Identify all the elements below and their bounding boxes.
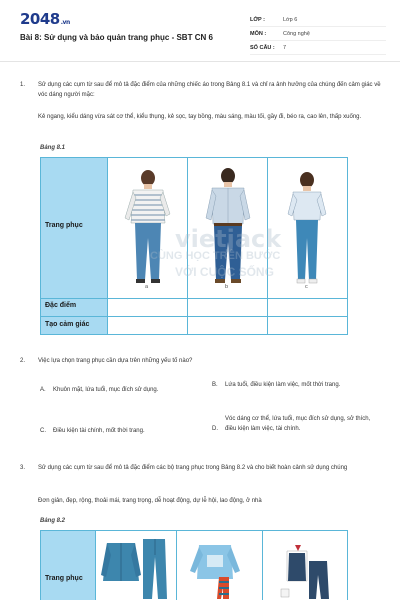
- meta-info: [250, 13, 386, 55]
- option-a[interactable]: A. Khuôn mặt, lứa tuổi, mục đích sử dụng.: [40, 387, 159, 393]
- question-number: 3.: [20, 465, 26, 471]
- option-c[interactable]: C. Điều kiện tài chính, mốt thời trang.: [40, 428, 145, 434]
- question-terms: Kẻ ngang, kiểu dáng vừa sát cơ thể, kiểu thụng, kẻ sọc, tay bồng, màu sáng, màu tối, gầy đi, béo ra, cao lên, thấp xuống.: [38, 114, 362, 120]
- question-number: 1.: [20, 82, 26, 88]
- meta-row-count: SỐ CÂU : 7: [250, 41, 386, 55]
- table-caption: Bảng 8.2: [40, 518, 66, 524]
- table-8-1: [40, 157, 348, 335]
- row-label-clothing: Trang phục: [45, 222, 83, 229]
- table-divider: [95, 531, 96, 600]
- caption-a: a: [145, 284, 149, 290]
- page-title: Bài 8: Sử dụng và bảo quản trang phục - SBT CN 6: [20, 33, 213, 42]
- outfit-c-image: [283, 170, 331, 286]
- table-divider: [176, 531, 177, 600]
- table-8-2: [40, 530, 348, 600]
- question-number: 2.: [20, 358, 26, 364]
- question-1: [20, 80, 384, 140]
- question-3: [20, 463, 384, 513]
- row-label-clothing: Trang phục: [45, 575, 83, 582]
- question-stem: Sử dụng các cụm từ sau để mô tả đặc điểm các bộ trang phục trong Bảng 8.2 và cho biết hoàn cảnh sử dụng chúng: [38, 465, 348, 471]
- table-divider: [267, 158, 268, 334]
- meta-row-grade: LỚP : Lớp 6: [250, 13, 386, 27]
- watermark-slogan-1: CÙNG HỌC TRÊN BƯỚC: [150, 250, 281, 262]
- outfit-a-image: [123, 168, 173, 286]
- table-divider: [107, 158, 108, 334]
- caption-c: c: [305, 284, 308, 290]
- table-label-column: [41, 531, 95, 600]
- outfit-formal-image: [273, 535, 339, 600]
- option-d[interactable]: D. Vóc dáng cơ thể, lứa tuổi, mục đích sử dụng, sở thích, điều kiện làm việc, tài chính.: [212, 416, 371, 432]
- table-divider: [41, 298, 347, 299]
- table-caption: Bảng 8.1: [40, 145, 66, 151]
- page-header: [0, 0, 400, 62]
- question-stem: Sử dụng các cụm từ sau để mô tả đặc điểm của những chiếc áo trong Bảng 8.1 và chỉ ra ảnh hưởng của chúng đến cảm giác về vóc dáng người mặc:: [38, 82, 381, 98]
- outfit-casual-image: [185, 535, 255, 600]
- table-divider: [187, 158, 188, 334]
- question-stem: Việc lựa chọn trang phục cần dựa trên những yếu tố nào?: [38, 358, 193, 364]
- row-label-impression: Tạo cảm giác: [45, 321, 90, 328]
- question-2: [20, 356, 384, 368]
- row-label-features: Đặc điểm: [45, 302, 77, 309]
- question-terms: Đơn giản, đẹp, rộng, thoải mái, trang trọng, dễ hoạt động, dự lễ hội, lao động, ở nhà: [38, 498, 262, 504]
- watermark-slogan-2: VỚI CUỘC SỐNG: [175, 265, 274, 279]
- caption-b: b: [225, 284, 229, 290]
- option-b[interactable]: B. Lứa tuổi, điều kiện làm việc, mốt thời trang.: [212, 382, 341, 388]
- outfit-denim-image: [101, 535, 171, 600]
- site-logo[interactable]: 2048.vn: [20, 10, 70, 28]
- outfit-b-image: [203, 166, 253, 286]
- table-divider: [41, 316, 347, 317]
- meta-row-subject: MÔN : Công nghệ: [250, 27, 386, 41]
- watermark-brand: vietjack: [175, 225, 282, 253]
- table-divider: [262, 531, 263, 600]
